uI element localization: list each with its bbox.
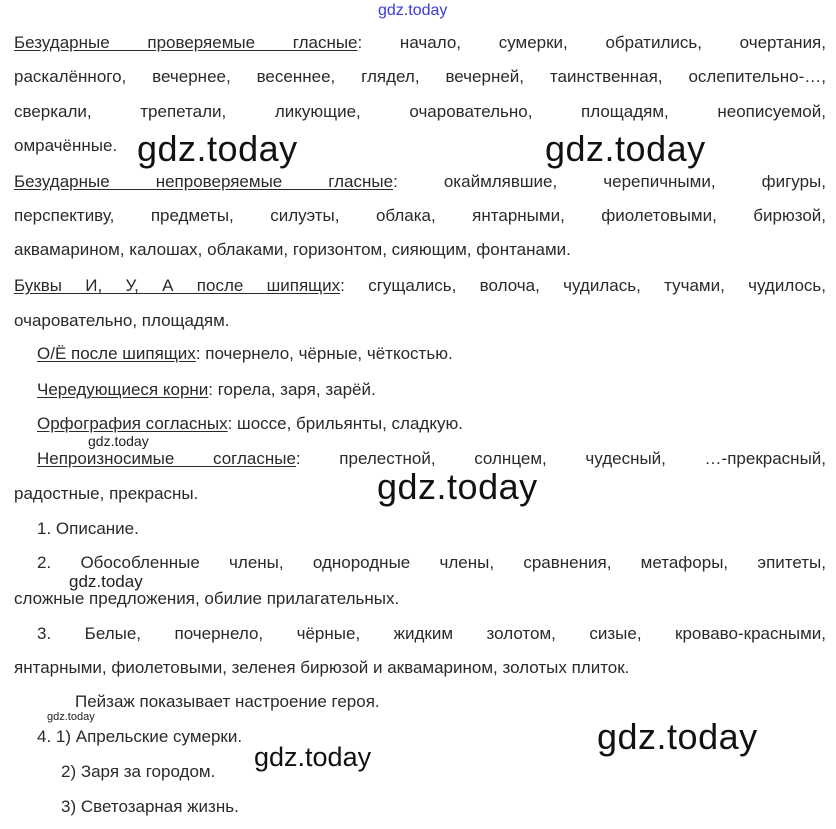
s5-text1: : горела, заря, зарёй.	[208, 380, 376, 399]
s2-line3: аквамарином, калошах, облаками, горизонтом, сияющим, фонтанами.	[14, 240, 571, 259]
watermark-top: gdz.today	[378, 2, 448, 19]
s7-line2: радостные, прекрасны.	[14, 484, 199, 503]
answer-2-line2: сложные предложения, обилие прилагательных.	[14, 589, 400, 608]
s6-line1	[37, 414, 463, 434]
s3-line1	[14, 276, 826, 296]
s2-heading: Безударные непроверяемые гласные	[14, 172, 394, 191]
answer-4-1: 4. 1) Апрельские сумерки.	[37, 727, 243, 746]
s4-line1	[37, 344, 453, 364]
s5-line1	[37, 380, 376, 400]
s1-line4: омрачённые.	[14, 136, 118, 155]
s5-heading: Чередующиеся корни	[37, 380, 209, 399]
watermark-mid: gdz.today	[254, 742, 372, 772]
answer-4-3: 3) Светозарная жизнь.	[61, 797, 239, 816]
s3-text1: : сгущались, волоча, чудилась, тучами, чудилось,	[340, 276, 826, 295]
answer-3-line1: 3. Белые, почернело, чёрные, жидким золотом, сизые, кроваво-красными,	[37, 624, 826, 643]
answer-4-2: 2) Заря за городом.	[61, 762, 216, 781]
watermark-tiny: gdz.today	[47, 711, 95, 723]
watermark-small-1: gdz.today	[88, 433, 149, 449]
s1-text1: : начало, сумерки, обратились, очертания,	[357, 33, 826, 52]
s4-text1: : почернело, чёрные, чёткостью.	[195, 344, 453, 363]
watermark-big-4: gdz.today	[597, 716, 758, 757]
s6-heading: Орфография согласных	[37, 414, 228, 433]
s7-text1: : прелестной, солнцем, чудесный, …-прекрасный,	[295, 449, 827, 468]
s4-heading: О/Ё после шипящих	[37, 344, 196, 363]
s2-line1	[14, 172, 826, 192]
s1-line2: раскалённого, вечернее, весеннее, глядел, вечерней, таинственная, ослепительно-…,	[14, 67, 826, 86]
watermark-big-2: gdz.today	[545, 128, 706, 169]
s1-line3: сверкали, трепетали, ликующие, очаровательно, площадям, неописуемой,	[14, 102, 826, 121]
s6-text1: : шоссе, брильянты, сладкую.	[227, 414, 463, 433]
watermark-small-2: gdz.today	[69, 572, 143, 591]
s1-line1	[14, 33, 826, 53]
watermark-big-3: gdz.today	[377, 466, 538, 507]
answer-2-line1: 2. Обособленные члены, однородные члены, сравнения, метафоры, эпитеты,	[37, 553, 826, 572]
s7-heading: Непроизносимые согласные	[37, 449, 296, 468]
s2-line2: перспективу, предметы, силуэты, облака, янтарными, фиолетовыми, бирюзой,	[14, 206, 826, 225]
answer-3-line3: Пейзаж показывает настроение героя.	[75, 692, 380, 711]
answer-1: 1. Описание.	[37, 519, 139, 538]
s2-text1: : окаймлявшие, черепичными, фигуры,	[393, 172, 826, 191]
s3-line2: очаровательно, площадям.	[14, 311, 230, 330]
s3-heading: Буквы И, У, А после шипящих	[14, 276, 341, 295]
s1-heading: Безударные проверяемые гласные	[14, 33, 358, 52]
watermark-big-1: gdz.today	[137, 128, 298, 169]
answer-3-line2: янтарными, фиолетовыми, зеленея бирюзой и аквамарином, золотых плиток.	[14, 658, 630, 677]
